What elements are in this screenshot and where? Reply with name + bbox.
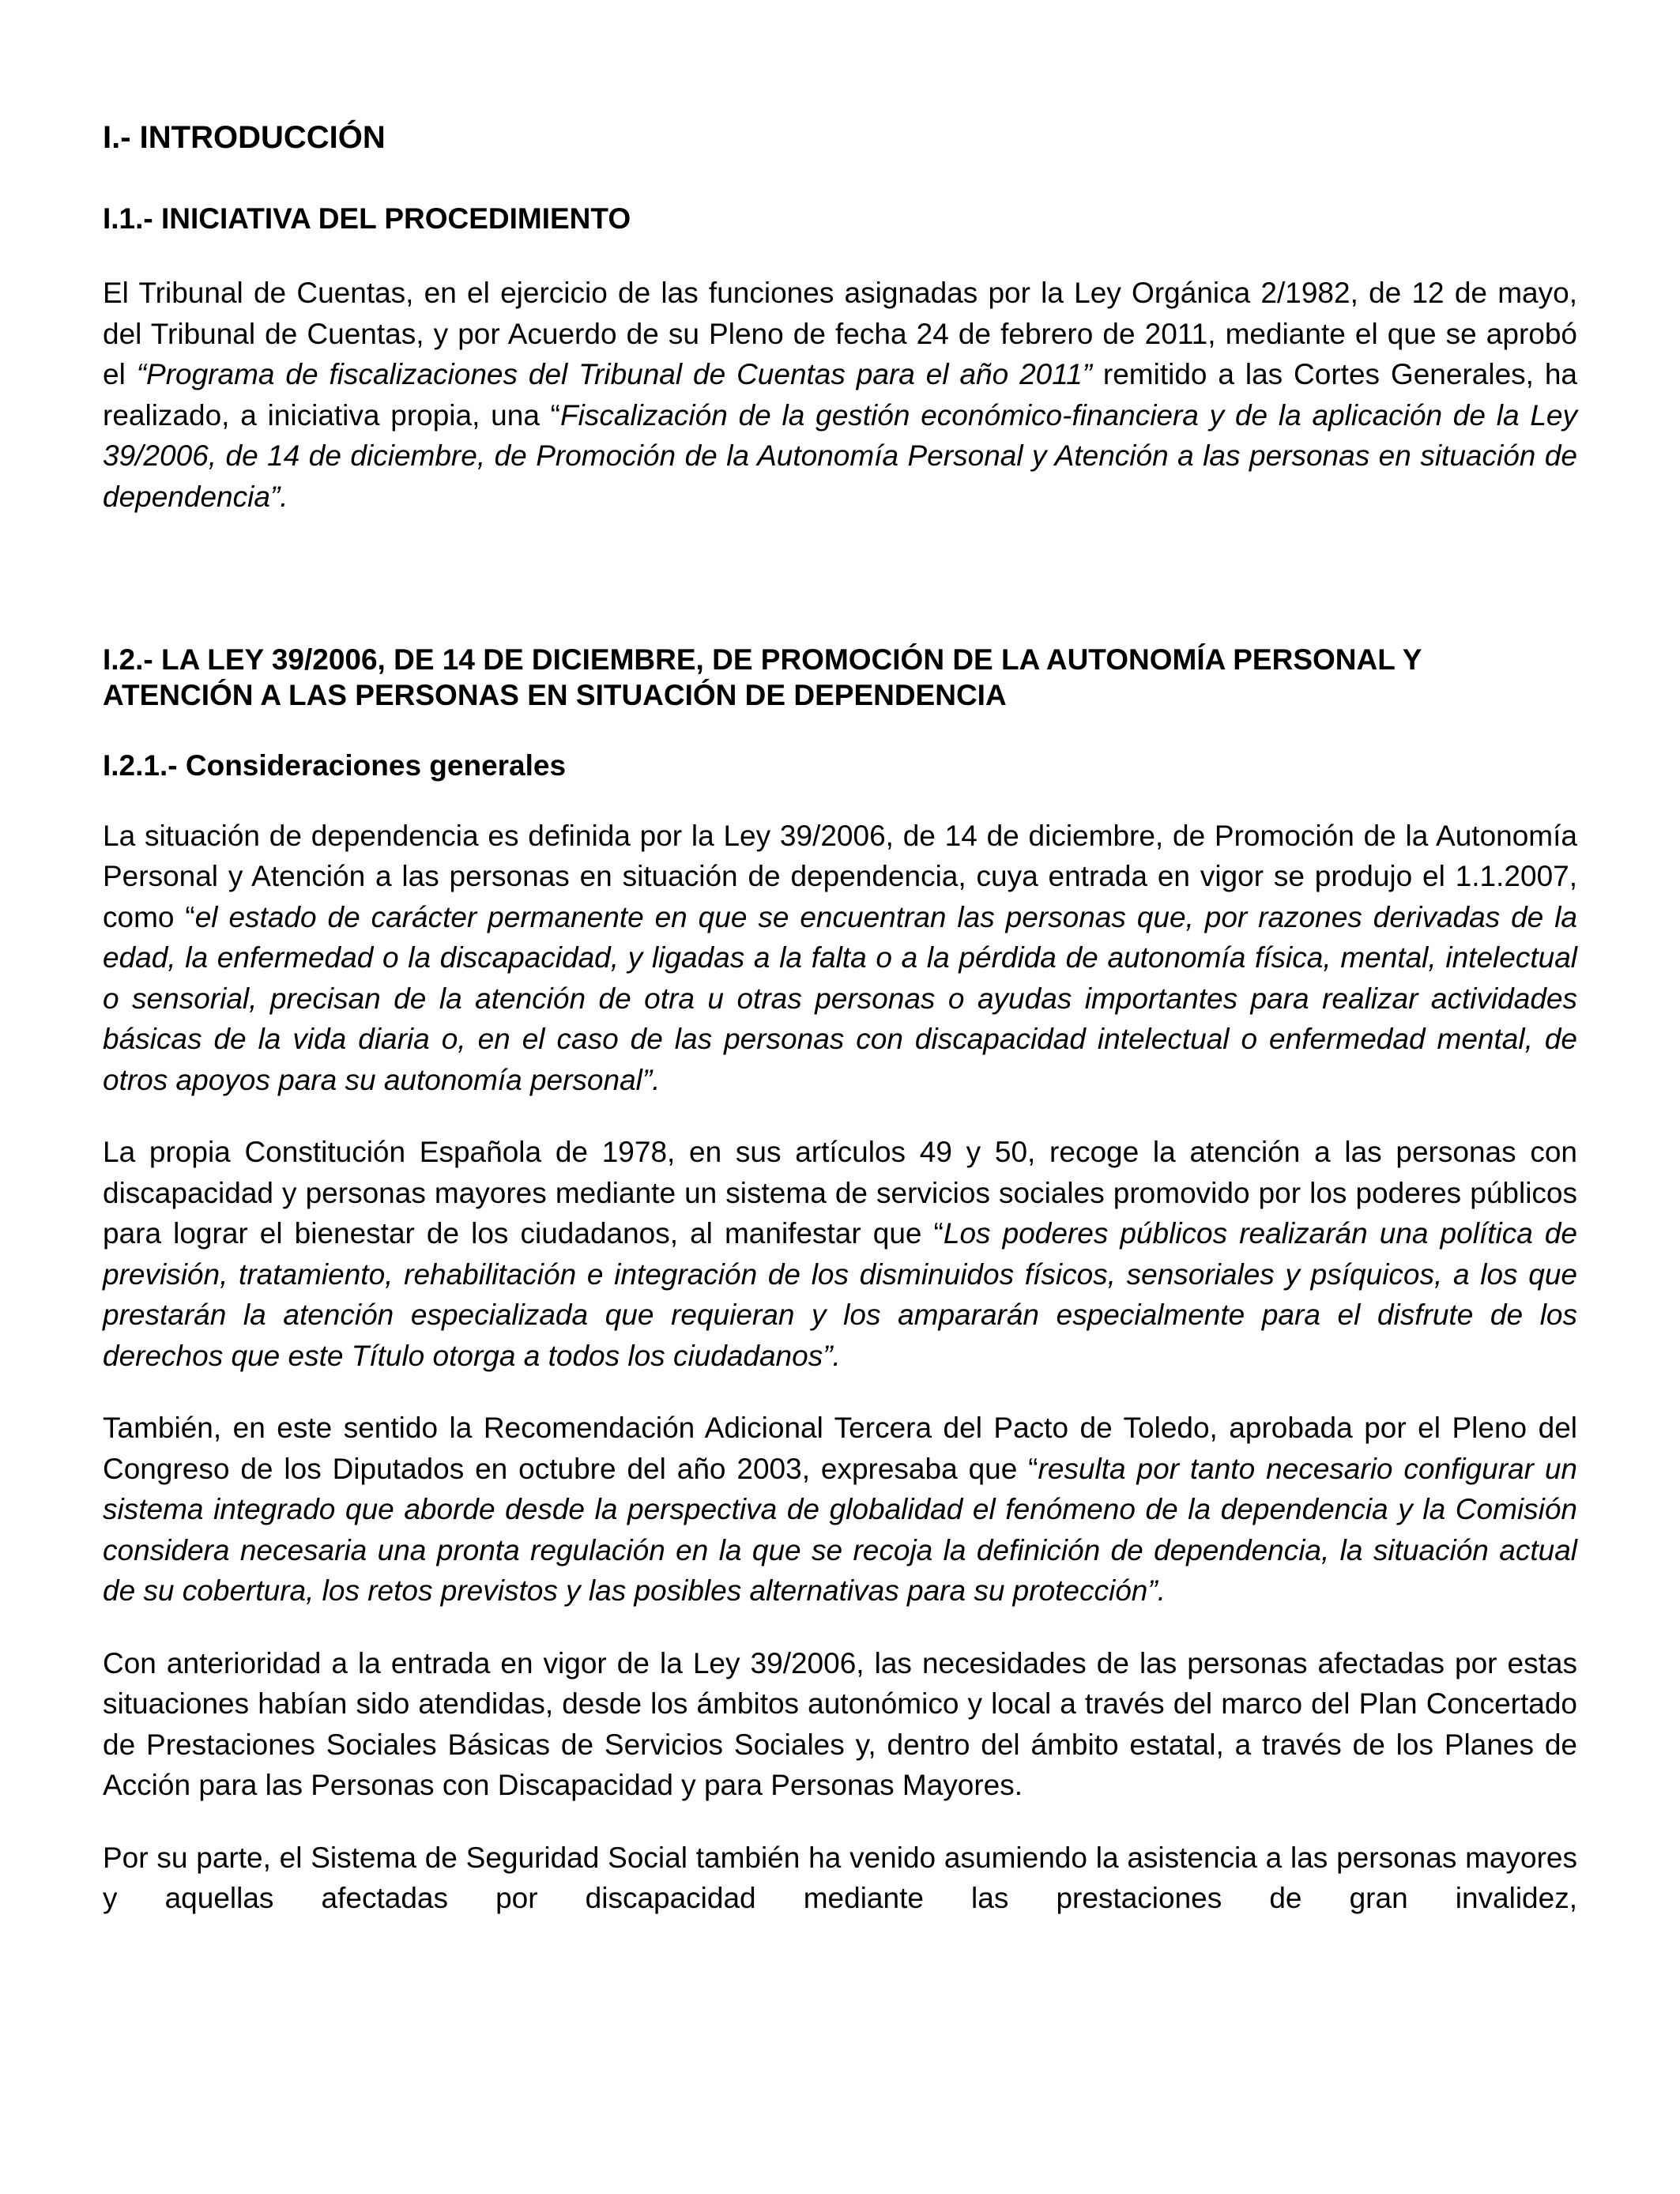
section-1-title: I.1.- INICIATIVA DEL PROCEDIMIENTO [103, 202, 631, 235]
subsection-2-1-title: I.2.1.- Consideraciones generales [103, 749, 567, 782]
italic-run: resulta por tanto necesario configurar un sistema integrado que aborde desde la perspectiva de globalidad el fenómeno de la dependencia y la Comisión considera necesaria una pronta regulación en la que se recoja la definición de dependencia, la situación actual de su cobertura, los retos previstos y las posibles alternativas para su protección”. [103, 1452, 1577, 1607]
section-1-paragraph-1 [103, 273, 1577, 517]
italic-run: “Programa de fiscalizaciones del Tribunal de Cuentas para el año 2011” [136, 358, 1092, 391]
section-2-title: I.2.- LA LEY 39/2006, DE 14 DE DICIEMBRE, DE PROMOCIÓN DE LA AUTONOMÍA PERSONAL Y ATENCIÓN A LAS PERSONAS EN SITUACIÓN DE DEPENDENCIA [103, 643, 1422, 712]
text-run: La propia Constitución Española de 1978, en sus artículos 49 y 50, recoge la atención a las personas con discapacidad y personas mayores mediante un sistema de servicios sociales promovido por los poderes públicos para lograr el bienestar de los ciudadanos, al manifestar que “ [103, 1136, 1577, 1250]
text-run: La situación de dependencia es definida por la Ley 39/2006, de 14 de diciembre, de Promoción de la Autonomía Personal y Atención a las personas en situación de dependencia, cuya entrada en vigor se produjo el 1.1.2007, como “ [103, 819, 1577, 933]
subsection-2-1-paragraph-1 [103, 816, 1577, 1101]
subsection-2-1-paragraph-2 [103, 1132, 1577, 1376]
main-heading: I.- INTRODUCCIÓN [103, 120, 386, 155]
text-run: El Tribunal de Cuentas, en el ejercicio de las funciones asignadas por la Ley Orgánica 2/1982, de 12 de mayo, del Tribunal de Cuentas, y por Acuerdo de su Pleno de fecha 24 de febrero de 2011, mediante el que se aprobó el [103, 277, 1577, 391]
text-run: remitido a las Cortes Generales, ha realizado, a iniciativa propia, una “ [103, 358, 1577, 432]
italic-run: el estado de carácter permanente en que se encuentran las personas que, por razones derivadas de la edad, la enfermedad o la discapacidad, y ligadas a la falta o a la pérdida de autonomía física, mental, intelectual o sensorial, precisan de la atención de otra u otras personas o ayudas importantes para realizar actividades básicas de la vida diaria o, en el caso de las personas con discapacidad intelectual o enfermedad mental, de otros apoyos para su autonomía personal”. [103, 900, 1577, 1096]
italic-run: Fiscalización de la gestión económico-financiera y de la aplicación de la Ley 39/2006, de 14 de diciembre, de Promoción de la Autonomía Personal y Atención a las personas en situación de dependencia”. [103, 398, 1577, 513]
subsection-2-1-paragraph-3 [103, 1408, 1577, 1612]
section-spacer [103, 548, 1577, 642]
subsection-2-1-paragraph-5: Por su parte, el Sistema de Seguridad Social también ha venido asumiendo la asistencia a las personas mayores y aquellas afectadas por discapacidad mediante las prestaciones de gran invalidez, [103, 1841, 1577, 1914]
subsection-2-1-paragraph-4: Con anterioridad a la entrada en vigor de la Ley 39/2006, las necesidades de las personas afectadas por estas situaciones habían sido atendidas, desde los ámbitos autonómico y local a través del marco del Plan Concertado de Prestaciones Sociales Básicas de Servicios Sociales y, dentro del ámbito estatal, a través de los Planes de Acción para las Personas con Discapacidad y para Personas Mayores. [103, 1646, 1577, 1801]
text-run: También, en este sentido la Recomendación Adicional Tercera del Pacto de Toledo, aprobada por el Pleno del Congreso de los Diputados en octubre del año 2003, expresaba que “ [103, 1412, 1577, 1485]
italic-run: Los poderes públicos realizarán una política de previsión, tratamiento, rehabilitación e integración de los disminuidos físicos, sensoriales y psíquicos, a los que prestarán la atención especializada que requieran y los ampararán especialmente para el disfrute de los derechos que este Título otorga a todos los ciudadanos”. [103, 1217, 1577, 1372]
